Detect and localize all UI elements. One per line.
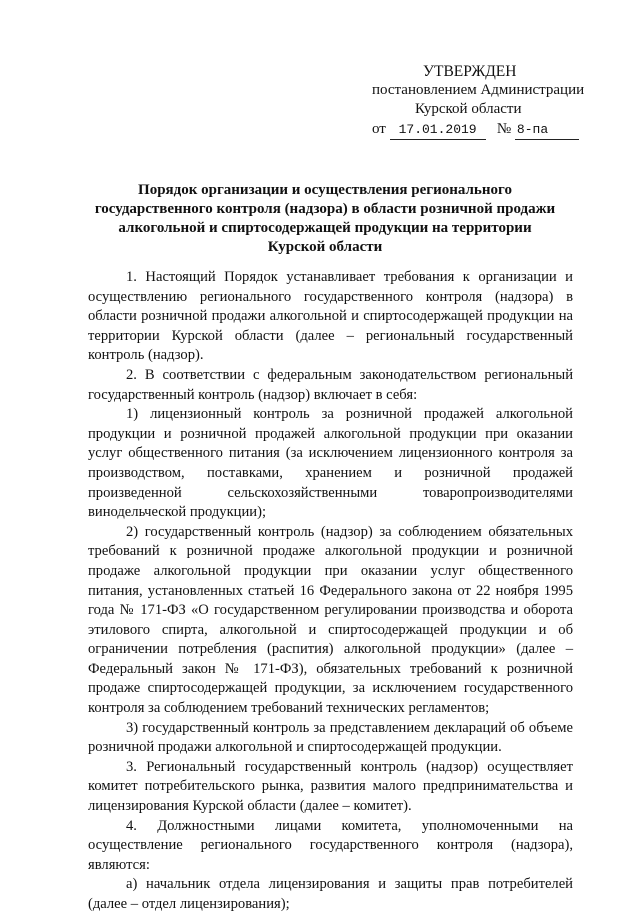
paragraph-2-item-1: 1) лицензионный контроль за розничной продажей алкогольной продукции и розничной продажей алкогольной продукции при оказании услуг общественного питания (за исключением лицензионного контроля за производством, поставками, хранением и розничной продажей произведенной сельскохозяйственными товаропроизводителями винодельческой продукции); <box>88 406 573 521</box>
date-value: 17.01.2019 <box>390 120 486 140</box>
number-value: 8-па <box>515 120 579 140</box>
paragraph-2-item-2: 2) государственный контроль (надзор) за соблюдением обязательных требований к розничной продаже алкогольной продукции и розничной продаже алкогольной продукции при оказании услуг общественного питания, установленных статьей 16 Федерального закона от 22 ноября 1995 года № 171-ФЗ «О государственном регулировании производства и оборота этилового спирта, алкогольной и спиртосодержащей продукции и об ограничении потребления (распития) алкогольной продукции» (далее – Федеральный закон № 171-ФЗ), обязательных требований к розничной продаже спиртосодержащей продукции, за исключением государственного контроля за соблюдением требований технических регламентов; <box>88 523 573 717</box>
approval-date-line <box>372 120 612 140</box>
heading-line-2: государственного контроля (надзора) в области розничной продажи <box>94 201 556 217</box>
paragraph-4: 4. Должностными лицами комитета, уполномоченными на осуществление регионального государственного контроля (надзора), являются: <box>88 817 573 873</box>
approval-title: УТВЕРЖДЕН <box>423 63 517 80</box>
approval-stamp <box>372 62 612 140</box>
approval-line-region: Курской области <box>415 101 522 117</box>
document-heading <box>80 181 570 257</box>
paragraph-1: 1. Настоящий Порядок устанавливает требования к организации и осуществлению регионального государственного контроля (надзора) в области розничной продажи алкогольной и спиртосодержащей продукции на территории Курской области (далее – региональный государственный контроль (надзор). <box>88 269 573 364</box>
heading-line-1: Порядок организации и осуществления регионального <box>138 182 512 198</box>
paragraph-2: 2. В соответствии с федеральным законодательством региональный государственный контроль (надзор) включает в себя: <box>88 366 573 403</box>
number-prefix: № <box>496 121 512 137</box>
heading-line-3: алкогольной и спиртосодержащей продукции на территории <box>118 220 532 236</box>
document-body <box>88 268 573 915</box>
paragraph-4-item-a: а) начальник отдела лицензирования и защиты прав потребителей (далее – отдел лицензирования); <box>88 876 573 912</box>
heading-line-4: Курской области <box>267 239 383 255</box>
paragraph-2-item-3: 3) государственный контроль за представлением деклараций об объеме розничной продажи алкогольной и спиртосодержащей продукции. <box>88 719 573 756</box>
approval-line-resolution: постановлением Администрации <box>372 82 585 98</box>
date-prefix: от <box>372 121 386 137</box>
paragraph-3: 3. Региональный государственный контроль (надзор) осуществляет комитет потребительского рынка, развития малого предпринимательства и лицензирования Курской области (далее – комитет). <box>88 758 573 815</box>
